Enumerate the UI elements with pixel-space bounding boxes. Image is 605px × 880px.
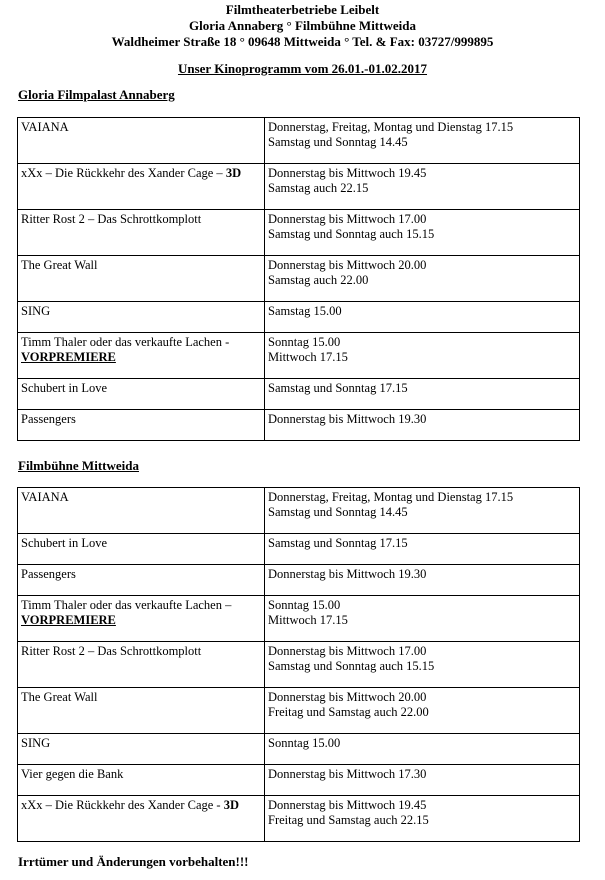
- showtimes-cell: [265, 565, 580, 596]
- showtimes-cell: [265, 734, 580, 765]
- film-title-cell: [18, 210, 265, 256]
- film-title: VAIANA: [21, 120, 69, 134]
- showtime-line: Donnerstag bis Mittwoch 17.30: [268, 767, 427, 781]
- table-row: [18, 333, 580, 379]
- film-format-badge: 3D: [223, 798, 239, 812]
- film-title: VAIANA: [21, 490, 69, 504]
- table-row: [18, 256, 580, 302]
- schedule-table-annaberg: [17, 117, 580, 441]
- showtime-line: Samstag auch 22.15: [268, 181, 369, 195]
- showtime-line: Donnerstag, Freitag, Montag und Dienstag 17.15: [268, 490, 514, 504]
- film-title-cell: [18, 118, 265, 164]
- film-title: Passengers: [21, 412, 76, 426]
- showtimes-cell: [265, 118, 580, 164]
- table-row: [18, 765, 580, 796]
- film-title-cell: [18, 379, 265, 410]
- showtimes-cell: [265, 642, 580, 688]
- film-title-cell: [18, 596, 265, 642]
- document-header: [0, 2, 605, 50]
- showtimes-cell: [265, 210, 580, 256]
- table-row: [18, 688, 580, 734]
- table-row: [18, 164, 580, 210]
- table-row: [18, 410, 580, 441]
- showtime-line: Samstag und Sonntag auch 15.15: [268, 227, 435, 241]
- showtime-line: Donnerstag, Freitag, Montag und Dienstag 17.15: [268, 120, 514, 134]
- showtimes-cell: [265, 333, 580, 379]
- film-title: xXx – Die Rückkehr des Xander Cage –: [21, 166, 226, 180]
- film-title: Ritter Rost 2 – Das Schrottkomplott: [21, 644, 202, 658]
- film-title-cell: [18, 333, 265, 379]
- showtime-line: Samstag und Sonntag 14.45: [268, 505, 408, 519]
- film-title-cell: [18, 488, 265, 534]
- showtimes-cell: [265, 765, 580, 796]
- showtime-line: Samstag und Sonntag auch 15.15: [268, 659, 435, 673]
- showtimes-cell: [265, 488, 580, 534]
- showtime-line: Samstag 15.00: [268, 304, 342, 318]
- film-title-cell: [18, 302, 265, 333]
- table-row: [18, 734, 580, 765]
- showtime-line: Donnerstag bis Mittwoch 20.00: [268, 690, 427, 704]
- table-row: [18, 302, 580, 333]
- film-title-cell: [18, 256, 265, 302]
- showtime-line: Samstag und Sonntag 14.45: [268, 135, 408, 149]
- film-title-cell: [18, 534, 265, 565]
- film-format-badge: 3D: [225, 166, 242, 180]
- film-title: Vier gegen die Bank: [21, 767, 124, 781]
- disclaimer: Irrtümer und Änderungen vorbehalten!!!: [18, 854, 249, 869]
- showtimes-cell: [265, 688, 580, 734]
- showtime-line: Samstag und Sonntag 17.15: [268, 536, 408, 550]
- showtimes-cell: [265, 410, 580, 441]
- film-title-cell: [18, 410, 265, 441]
- film-title-cell: [18, 565, 265, 596]
- film-title-cell: [18, 688, 265, 734]
- film-title: xXx – Die Rückkehr des Xander Cage -: [21, 798, 224, 812]
- film-title: SING: [21, 304, 51, 318]
- cinema-names: Gloria Annaberg ° Filmbühne Mittweida: [189, 18, 416, 33]
- table-row: [18, 488, 580, 534]
- showtime-line: Freitag und Samstag auch 22.00: [268, 705, 429, 719]
- table-row: [18, 534, 580, 565]
- showtime-line: Donnerstag bis Mittwoch 20.00: [268, 258, 427, 272]
- showtime-line: Sonntag 15.00: [268, 736, 341, 750]
- address-line: Waldheimer Straße 18 ° 09648 Mittweida ° Tel. & Fax: 03727/999895: [111, 34, 494, 49]
- company-name: Filmtheaterbetriebe Leibelt: [225, 2, 380, 17]
- showtime-line: Donnerstag bis Mittwoch 17.00: [268, 212, 427, 226]
- showtimes-cell: [265, 379, 580, 410]
- film-title-cell: [18, 734, 265, 765]
- table-row: [18, 642, 580, 688]
- showtime-line: Donnerstag bis Mittwoch 19.30: [268, 567, 427, 581]
- table-row: [18, 565, 580, 596]
- showtime-line: Mittwoch 17.15: [268, 613, 348, 627]
- film-title: Passengers: [21, 567, 76, 581]
- film-title: Timm Thaler oder das verkaufte Lachen -: [21, 335, 230, 349]
- showtime-line: Donnerstag bis Mittwoch 19.45: [268, 166, 427, 180]
- showtimes-cell: [265, 302, 580, 333]
- section-title-annaberg: Gloria Filmpalast Annaberg: [18, 87, 175, 102]
- showtimes-cell: [265, 256, 580, 302]
- program-title: Unser Kinoprogramm vom 26.01.-01.02.2017: [177, 61, 428, 76]
- showtime-line: Samstag und Sonntag 17.15: [268, 381, 408, 395]
- section-title-mittweida: Filmbühne Mittweida: [18, 458, 139, 473]
- film-title-cell: [18, 765, 265, 796]
- showtime-line: Donnerstag bis Mittwoch 19.45: [268, 798, 427, 812]
- film-title: Schubert in Love: [21, 381, 108, 395]
- film-title: SING: [21, 736, 51, 750]
- film-title: The Great Wall: [21, 258, 98, 272]
- film-title: The Great Wall: [21, 690, 98, 704]
- showtime-line: Donnerstag bis Mittwoch 19.30: [268, 412, 427, 426]
- showtime-line: Sonntag 15.00: [268, 335, 341, 349]
- film-title: Timm Thaler oder das verkaufte Lachen –: [21, 598, 232, 612]
- film-title: Schubert in Love: [21, 536, 108, 550]
- table-row: [18, 596, 580, 642]
- showtimes-cell: [265, 796, 580, 842]
- showtime-line: Samstag auch 22.00: [268, 273, 369, 287]
- film-title: Ritter Rost 2 – Das Schrottkomplott: [21, 212, 202, 226]
- showtime-line: Mittwoch 17.15: [268, 350, 348, 364]
- preview-label: VORPREMIERE: [21, 350, 116, 364]
- showtime-line: Freitag und Samstag auch 22.15: [268, 813, 429, 827]
- table-row: [18, 796, 580, 842]
- preview-label: VORPREMIERE: [21, 613, 116, 627]
- film-title-cell: [18, 164, 265, 210]
- showtimes-cell: [265, 596, 580, 642]
- film-title-cell: [18, 796, 265, 842]
- schedule-table-mittweida: [17, 487, 580, 842]
- table-row: [18, 210, 580, 256]
- showtime-line: Sonntag 15.00: [268, 598, 341, 612]
- showtimes-cell: [265, 164, 580, 210]
- table-row: [18, 118, 580, 164]
- showtime-line: Donnerstag bis Mittwoch 17.00: [268, 644, 427, 658]
- film-title-cell: [18, 642, 265, 688]
- showtimes-cell: [265, 534, 580, 565]
- table-row: [18, 379, 580, 410]
